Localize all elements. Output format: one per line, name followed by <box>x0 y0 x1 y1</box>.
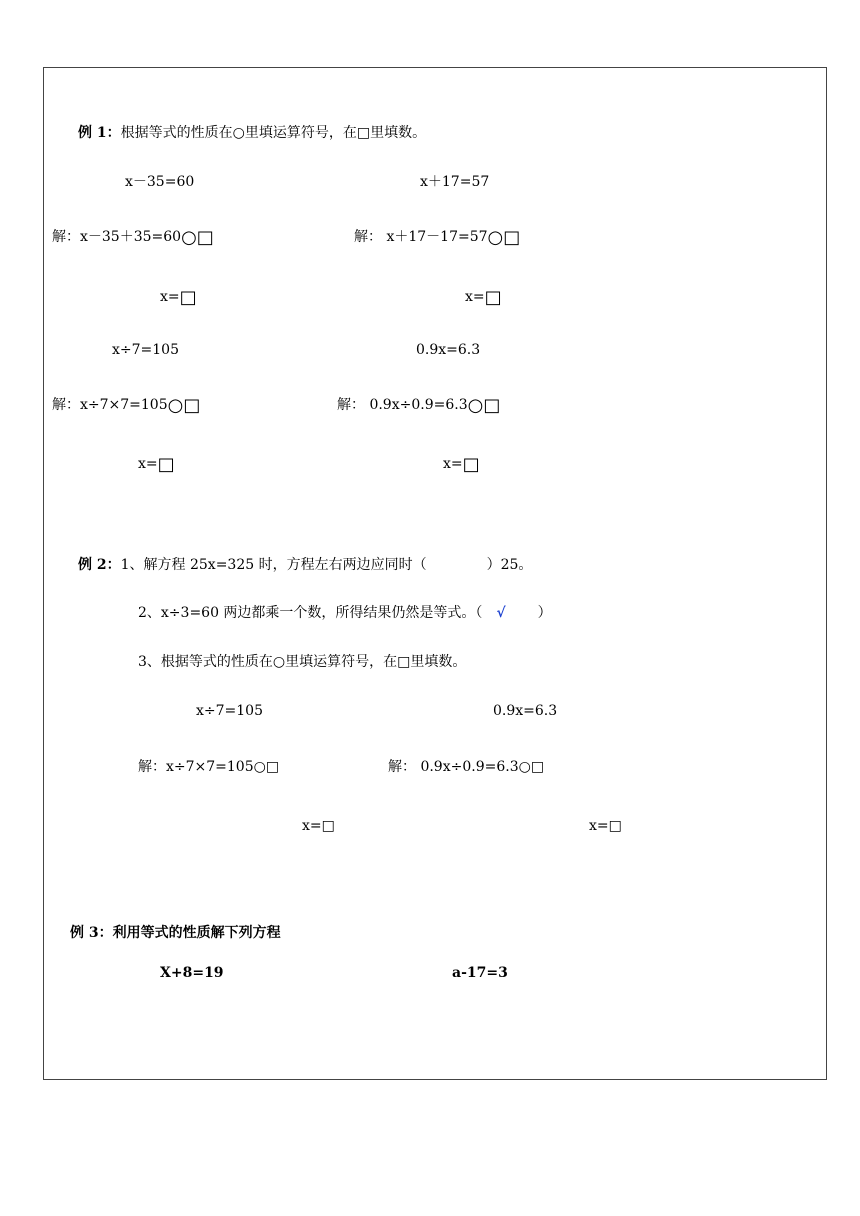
example2-answer1: x=□ <box>302 818 335 834</box>
number-box: □ <box>484 287 502 308</box>
example2-title: 例 2： <box>78 557 121 573</box>
operator-circle: ○ <box>467 395 484 416</box>
example1-answer2 <box>465 288 502 307</box>
number-box: □ <box>196 227 214 248</box>
example1-instruction: 根据等式的性质在○里填运算符号，在□里填数。 <box>120 125 427 141</box>
example2-solution1: 解：x÷7×7=105○□ <box>138 759 280 775</box>
answer-label: x= <box>138 456 158 472</box>
example2-eq1: x÷7=105 <box>196 703 263 719</box>
example1-eq1: x－35=60 <box>125 174 195 190</box>
example3-eq1: X+8=19 <box>160 965 224 981</box>
example1-answer1 <box>160 288 197 307</box>
example1-answer3 <box>138 455 175 474</box>
number-box: □ <box>179 287 197 308</box>
example3-heading <box>70 924 281 942</box>
example1-eq2: x＋17=57 <box>420 174 490 190</box>
example1-sol1-text: 解：x－35＋35=60 <box>52 229 182 245</box>
example1-solution3 <box>52 396 200 415</box>
answer-label: x= <box>443 456 463 472</box>
example1-sol4-text: 解： 0.9x÷0.9=6.3 <box>337 397 468 413</box>
example1-title: 例 1： <box>78 125 121 141</box>
checkmark-icon: √ <box>496 605 506 621</box>
operator-circle: ○ <box>167 395 184 416</box>
number-box: □ <box>183 395 201 416</box>
example2-item2 <box>138 604 552 622</box>
answer-label: x= <box>465 289 485 305</box>
example1-eq4: 0.9x=6.3 <box>416 342 481 358</box>
example2-item1 <box>78 556 532 574</box>
example2-item2-text: 2、x÷3=60 两边都乘一个数，所得结果仍然是等式。（ <box>138 605 483 621</box>
number-box: □ <box>483 395 501 416</box>
example1-solution1 <box>52 228 214 247</box>
example2-answer2: x=□ <box>589 818 622 834</box>
example3-instruction: 利用等式的性质解下列方程 <box>112 925 281 941</box>
example1-sol2-text: 解： x＋17－17=57 <box>354 229 488 245</box>
answer-label: x= <box>160 289 180 305</box>
example1-solution4 <box>337 396 500 415</box>
example1-eq3: x÷7=105 <box>112 342 179 358</box>
number-box: □ <box>157 454 175 475</box>
example1-sol3-text: 解：x÷7×7=105 <box>52 397 168 413</box>
example2-eq2: 0.9x=6.3 <box>493 703 558 719</box>
example3-eq2: a-17=3 <box>452 965 508 981</box>
number-box: □ <box>503 227 521 248</box>
example2-item3: 3、根据等式的性质在○里填运算符号，在□里填数。 <box>138 654 467 670</box>
example2-item2-tail: ） <box>537 605 552 621</box>
example3-title: 例 3： <box>70 925 113 941</box>
example1-heading <box>78 124 426 142</box>
example2-solution2: 解： 0.9x÷0.9=6.3○□ <box>388 759 545 775</box>
operator-circle: ○ <box>181 227 197 248</box>
example1-solution2 <box>354 228 520 247</box>
number-box: □ <box>462 454 480 475</box>
example1-answer4 <box>443 455 480 474</box>
example2-item1-tail: ）25。 <box>486 557 533 573</box>
operator-circle: ○ <box>487 227 504 248</box>
example2-item1-text: 1、解方程 25x=325 时，方程左右两边应同时（ <box>120 557 427 573</box>
